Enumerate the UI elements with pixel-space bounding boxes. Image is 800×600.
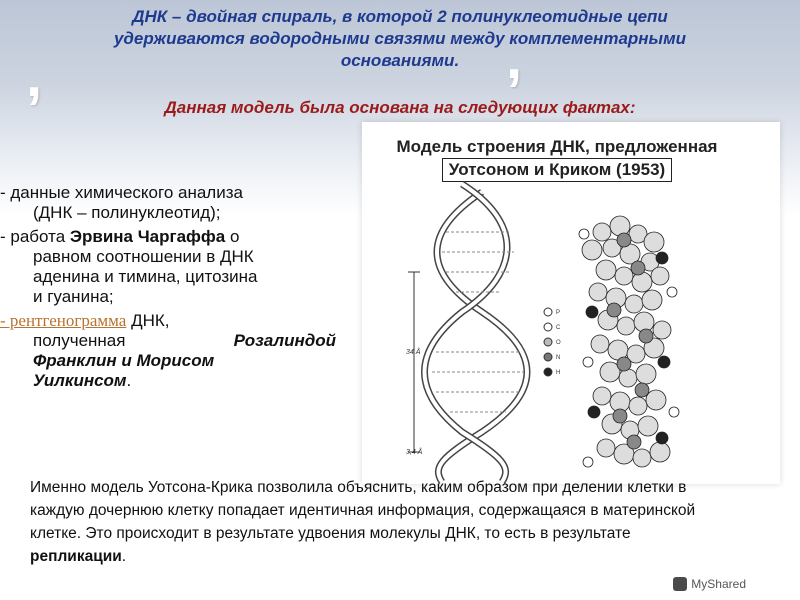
facts-list bbox=[0, 183, 340, 395]
fact-3-franklin: Франклин и Морисом bbox=[33, 351, 215, 370]
heading-line-1: ДНК – двойная спираль, в которой 2 полинуклеотидные цепи bbox=[132, 7, 668, 26]
scale-label-top: 34 Å bbox=[406, 349, 421, 356]
fact-3-wilkins: Уилкинсом bbox=[33, 371, 127, 390]
decorative-comma-right: , bbox=[506, 26, 523, 91]
fact-2-name: Эрвина Чаргаффа bbox=[69, 227, 226, 246]
fact-2-line-4: и гуанина; bbox=[33, 287, 114, 306]
facts-intro: Данная модель была основана на следующих фактах: bbox=[164, 98, 636, 117]
watermark bbox=[673, 577, 746, 591]
conclusion-paragraph bbox=[30, 476, 730, 568]
fact-3-end: . bbox=[126, 371, 132, 390]
fact-3-suffix: ДНК, bbox=[126, 311, 170, 330]
replication-term: репликации bbox=[30, 548, 122, 565]
double-helix-diagram bbox=[362, 122, 780, 484]
legend-label-2: C bbox=[556, 325, 561, 331]
fact-chargaff bbox=[0, 227, 340, 307]
heading-line-2: удерживаются водородными связями между комплементарными bbox=[113, 29, 687, 48]
watermark-text: MyShared bbox=[691, 577, 746, 591]
fact-chemical-analysis bbox=[0, 183, 340, 223]
decorative-comma-left: , bbox=[26, 44, 43, 109]
helix-strand-2 bbox=[425, 184, 508, 482]
fact-1-line-2: (ДНК – полинуклеотид); bbox=[33, 203, 221, 222]
legend-label-5: H bbox=[556, 370, 561, 376]
scale-label-bottom: 3,4 Å bbox=[406, 449, 423, 456]
legend-label-1: P bbox=[556, 310, 561, 316]
space-filling-model bbox=[579, 216, 679, 467]
conclusion-end: . bbox=[121, 548, 127, 565]
myshared-logo-icon bbox=[673, 577, 687, 591]
fact-3-rosalind: Розалиндой bbox=[233, 331, 336, 350]
fact-2-prefix: - работа bbox=[0, 227, 70, 246]
fact-2-line-2: равном соотношении в ДНК bbox=[33, 247, 254, 266]
fact-2-line-3: аденина и тимина, цитозина bbox=[33, 267, 258, 286]
legend-label-4: N bbox=[556, 355, 561, 361]
legend-label-3: O bbox=[556, 340, 561, 346]
figure-title-line-1: Модель строения ДНК, предложенная bbox=[396, 137, 718, 156]
fact-3-line-2 bbox=[0, 331, 340, 351]
fact-x-ray bbox=[0, 311, 340, 391]
slide-heading bbox=[40, 6, 760, 72]
fact-3-obtained: полученная bbox=[33, 331, 126, 350]
fact-2-suffix: о bbox=[225, 227, 240, 246]
heading-line-3: основаниями. bbox=[340, 51, 460, 70]
fact-3-line-4 bbox=[0, 371, 340, 391]
figure-title-line-2: Уотсоном и Криком (1953) bbox=[442, 158, 672, 182]
conclusion-text: Именно модель Уотсона-Крика позволила объяснить, каким образом при делении клетки в каждую дочернюю клетку попадает идентичная информация, содержащаяся в материнской клетке. Это происходит в результате удвоения молекулы ДНК, то есть в результате bbox=[30, 479, 696, 542]
fact-1-line-1: - данные химического анализа bbox=[0, 183, 243, 202]
xray-link[interactable]: - рентгенограмма bbox=[0, 311, 127, 330]
